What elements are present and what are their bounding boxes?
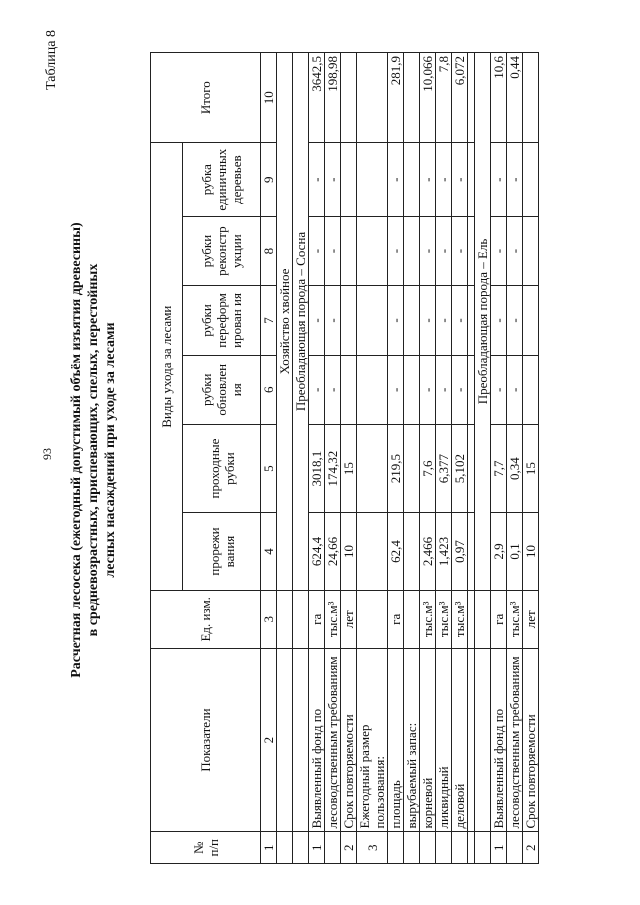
row-unit: тыс.м³ [436, 590, 452, 648]
row-value: 5,102 [452, 424, 468, 512]
col-number: 6 [261, 355, 277, 424]
row-num [507, 832, 523, 864]
row-value [523, 53, 539, 143]
row-value: - [491, 286, 507, 355]
row-value: - [309, 216, 325, 285]
table-row [507, 53, 523, 864]
row-value [523, 143, 539, 217]
row-value [357, 286, 388, 355]
row-value: - [309, 355, 325, 424]
row-label: Выявленный фонд по [309, 648, 325, 832]
row-value: - [491, 355, 507, 424]
row-value: - [325, 286, 341, 355]
section-row [277, 53, 293, 864]
row-value: 62,4 [388, 513, 404, 591]
cutting-table [150, 52, 539, 864]
row-unit: тыс.м³ [325, 590, 341, 648]
table-row [341, 53, 357, 864]
row-value: 15 [523, 424, 539, 512]
row-value [404, 216, 420, 285]
row-value: - [420, 286, 436, 355]
header-unit: Ед. изм. [151, 590, 261, 648]
row-num: 2 [523, 832, 539, 864]
row-value: - [388, 216, 404, 285]
row-value [404, 513, 420, 591]
row-value [523, 355, 539, 424]
row-value: - [325, 216, 341, 285]
row-value [341, 355, 357, 424]
row-value: 10,066 [420, 53, 436, 143]
table-row [523, 53, 539, 864]
row-value: - [325, 143, 341, 217]
row-value: 0,1 [507, 513, 523, 591]
row-label: деловой [452, 648, 468, 832]
header-cut-renewal: рубки обновлен ия [183, 355, 261, 424]
page-title [68, 20, 119, 880]
spacer-row [468, 53, 475, 864]
row-value: - [491, 143, 507, 217]
row-unit: га [388, 590, 404, 648]
row-value [341, 286, 357, 355]
row-value [357, 143, 388, 217]
row-value: 3018,1 [309, 424, 325, 512]
row-value: - [507, 355, 523, 424]
header-cut-thinning: прорежи вания [183, 513, 261, 591]
row-value [404, 53, 420, 143]
header-indicator: Показатели [151, 648, 261, 832]
row-value: - [507, 143, 523, 217]
row-value [404, 355, 420, 424]
row-value: 174,32 [325, 424, 341, 512]
row-value: 6,072 [452, 53, 468, 143]
col-number: 8 [261, 216, 277, 285]
row-value: 281,9 [388, 53, 404, 143]
row-value: 7,6 [420, 424, 436, 512]
column-numbers-row [261, 53, 277, 864]
row-value: - [309, 143, 325, 217]
row-value: - [420, 355, 436, 424]
row-value [404, 424, 420, 512]
col-number: 1 [261, 832, 277, 864]
section-spruce: Преобладающая порода – Ель [475, 53, 491, 591]
row-value: 2,466 [420, 513, 436, 591]
row-num: 1 [491, 832, 507, 864]
section-row [293, 53, 309, 864]
header-total: Итого [151, 53, 261, 143]
row-value [357, 424, 388, 512]
header-cut-single: рубка единичных деревьев [183, 143, 261, 217]
row-value: 0,34 [507, 424, 523, 512]
row-value [341, 143, 357, 217]
header-cut-reformation: рубки переформ ирован ия [183, 286, 261, 355]
row-value [523, 216, 539, 285]
row-value: 2,9 [491, 513, 507, 591]
row-value: 3642,5 [309, 53, 325, 143]
row-value [341, 216, 357, 285]
table-row [420, 53, 436, 864]
row-value: - [388, 143, 404, 217]
row-num [420, 832, 436, 864]
row-num [325, 832, 341, 864]
row-value [357, 216, 388, 285]
row-value: 219,5 [388, 424, 404, 512]
table-row [325, 53, 341, 864]
col-number: 9 [261, 143, 277, 217]
row-value: 198,98 [325, 53, 341, 143]
row-value: - [420, 216, 436, 285]
row-value: 7,8 [436, 53, 452, 143]
row-num [436, 832, 452, 864]
header-cut-passing: проходные рубки [183, 424, 261, 512]
row-value: 0,97 [452, 513, 468, 591]
row-value: - [452, 286, 468, 355]
table-row [491, 53, 507, 864]
row-num: 1 [309, 832, 325, 864]
row-num [404, 832, 420, 864]
col-number: 10 [261, 53, 277, 143]
row-num: 2 [341, 832, 357, 864]
table-row [388, 53, 404, 864]
row-value: 0,44 [507, 53, 523, 143]
row-unit: га [309, 590, 325, 648]
row-value: - [388, 355, 404, 424]
row-value: - [436, 216, 452, 285]
row-value: - [436, 355, 452, 424]
row-unit: га [491, 590, 507, 648]
row-num [388, 832, 404, 864]
col-number: 5 [261, 424, 277, 512]
section-farm: Хозяйство хвойное [277, 53, 293, 591]
row-unit: тыс.м³ [452, 590, 468, 648]
col-number: 7 [261, 286, 277, 355]
row-label: лесоводственным требованиям [325, 648, 341, 832]
row-value: 1,423 [436, 513, 452, 591]
row-value: - [452, 143, 468, 217]
header-cut-reconstruction: рубки реконстр укции [183, 216, 261, 285]
row-label: лесоводственным требованиям [507, 648, 523, 832]
table-row [309, 53, 325, 864]
row-value: 10 [341, 513, 357, 591]
title-line: в средневозрастных, приспевающих, спелых, перестойных [86, 263, 101, 637]
table-body [277, 53, 539, 864]
page-number: 93 [40, 448, 54, 460]
rotated-page [40, 20, 600, 880]
title-line: лесных насаждений при уходе за лесами [103, 322, 118, 578]
row-label: вырубаемый запас: [404, 648, 420, 832]
row-value [341, 53, 357, 143]
row-value: 24,66 [325, 513, 341, 591]
row-value: 10,6 [491, 53, 507, 143]
row-value: - [491, 216, 507, 285]
row-value [357, 53, 388, 143]
row-num: 3 [357, 832, 388, 864]
row-value [357, 355, 388, 424]
col-number: 2 [261, 648, 277, 832]
col-number: 3 [261, 590, 277, 648]
title-line: Расчетная лесосека (ежегодный допустимый объём изъятия древесины) [69, 222, 84, 678]
table-row [404, 53, 420, 864]
section-row [475, 53, 491, 864]
row-unit: тыс.м³ [420, 590, 436, 648]
table-row [452, 53, 468, 864]
table-label: Таблица 8 [44, 30, 59, 90]
row-value [404, 286, 420, 355]
row-label: Выявленный фонд по [491, 648, 507, 832]
row-value: - [436, 143, 452, 217]
row-value: - [325, 355, 341, 424]
row-value: - [388, 286, 404, 355]
row-num [452, 832, 468, 864]
row-value [404, 143, 420, 217]
header-num: № п/п [151, 832, 261, 864]
col-number: 4 [261, 513, 277, 591]
row-unit: лет [523, 590, 539, 648]
row-unit [404, 590, 420, 648]
row-label: ликвидный [436, 648, 452, 832]
row-unit [357, 590, 388, 648]
row-value: - [436, 286, 452, 355]
table-row [357, 53, 388, 864]
row-unit: лет [341, 590, 357, 648]
row-label: площадь [388, 648, 404, 832]
header-group: Виды ухода за лесами [151, 143, 183, 590]
row-value: - [309, 286, 325, 355]
row-value: 6,377 [436, 424, 452, 512]
row-value: - [507, 216, 523, 285]
section-pine: Преобладающая порода – Сосна [293, 53, 309, 591]
row-value: 15 [341, 424, 357, 512]
row-value: 624,4 [309, 513, 325, 591]
row-value: - [507, 286, 523, 355]
row-unit: тыс.м³ [507, 590, 523, 648]
table-row [436, 53, 452, 864]
row-value: - [452, 216, 468, 285]
row-label: Ежегодный размер пользования: [357, 648, 388, 832]
row-value: - [420, 143, 436, 217]
row-value: 10 [523, 513, 539, 591]
row-label: Срок повторяемости [523, 648, 539, 832]
row-label: корневой [420, 648, 436, 832]
row-value [523, 286, 539, 355]
row-value: 7,7 [491, 424, 507, 512]
row-label: Срок повторяемости [341, 648, 357, 832]
row-value: - [452, 355, 468, 424]
row-value [357, 513, 388, 591]
